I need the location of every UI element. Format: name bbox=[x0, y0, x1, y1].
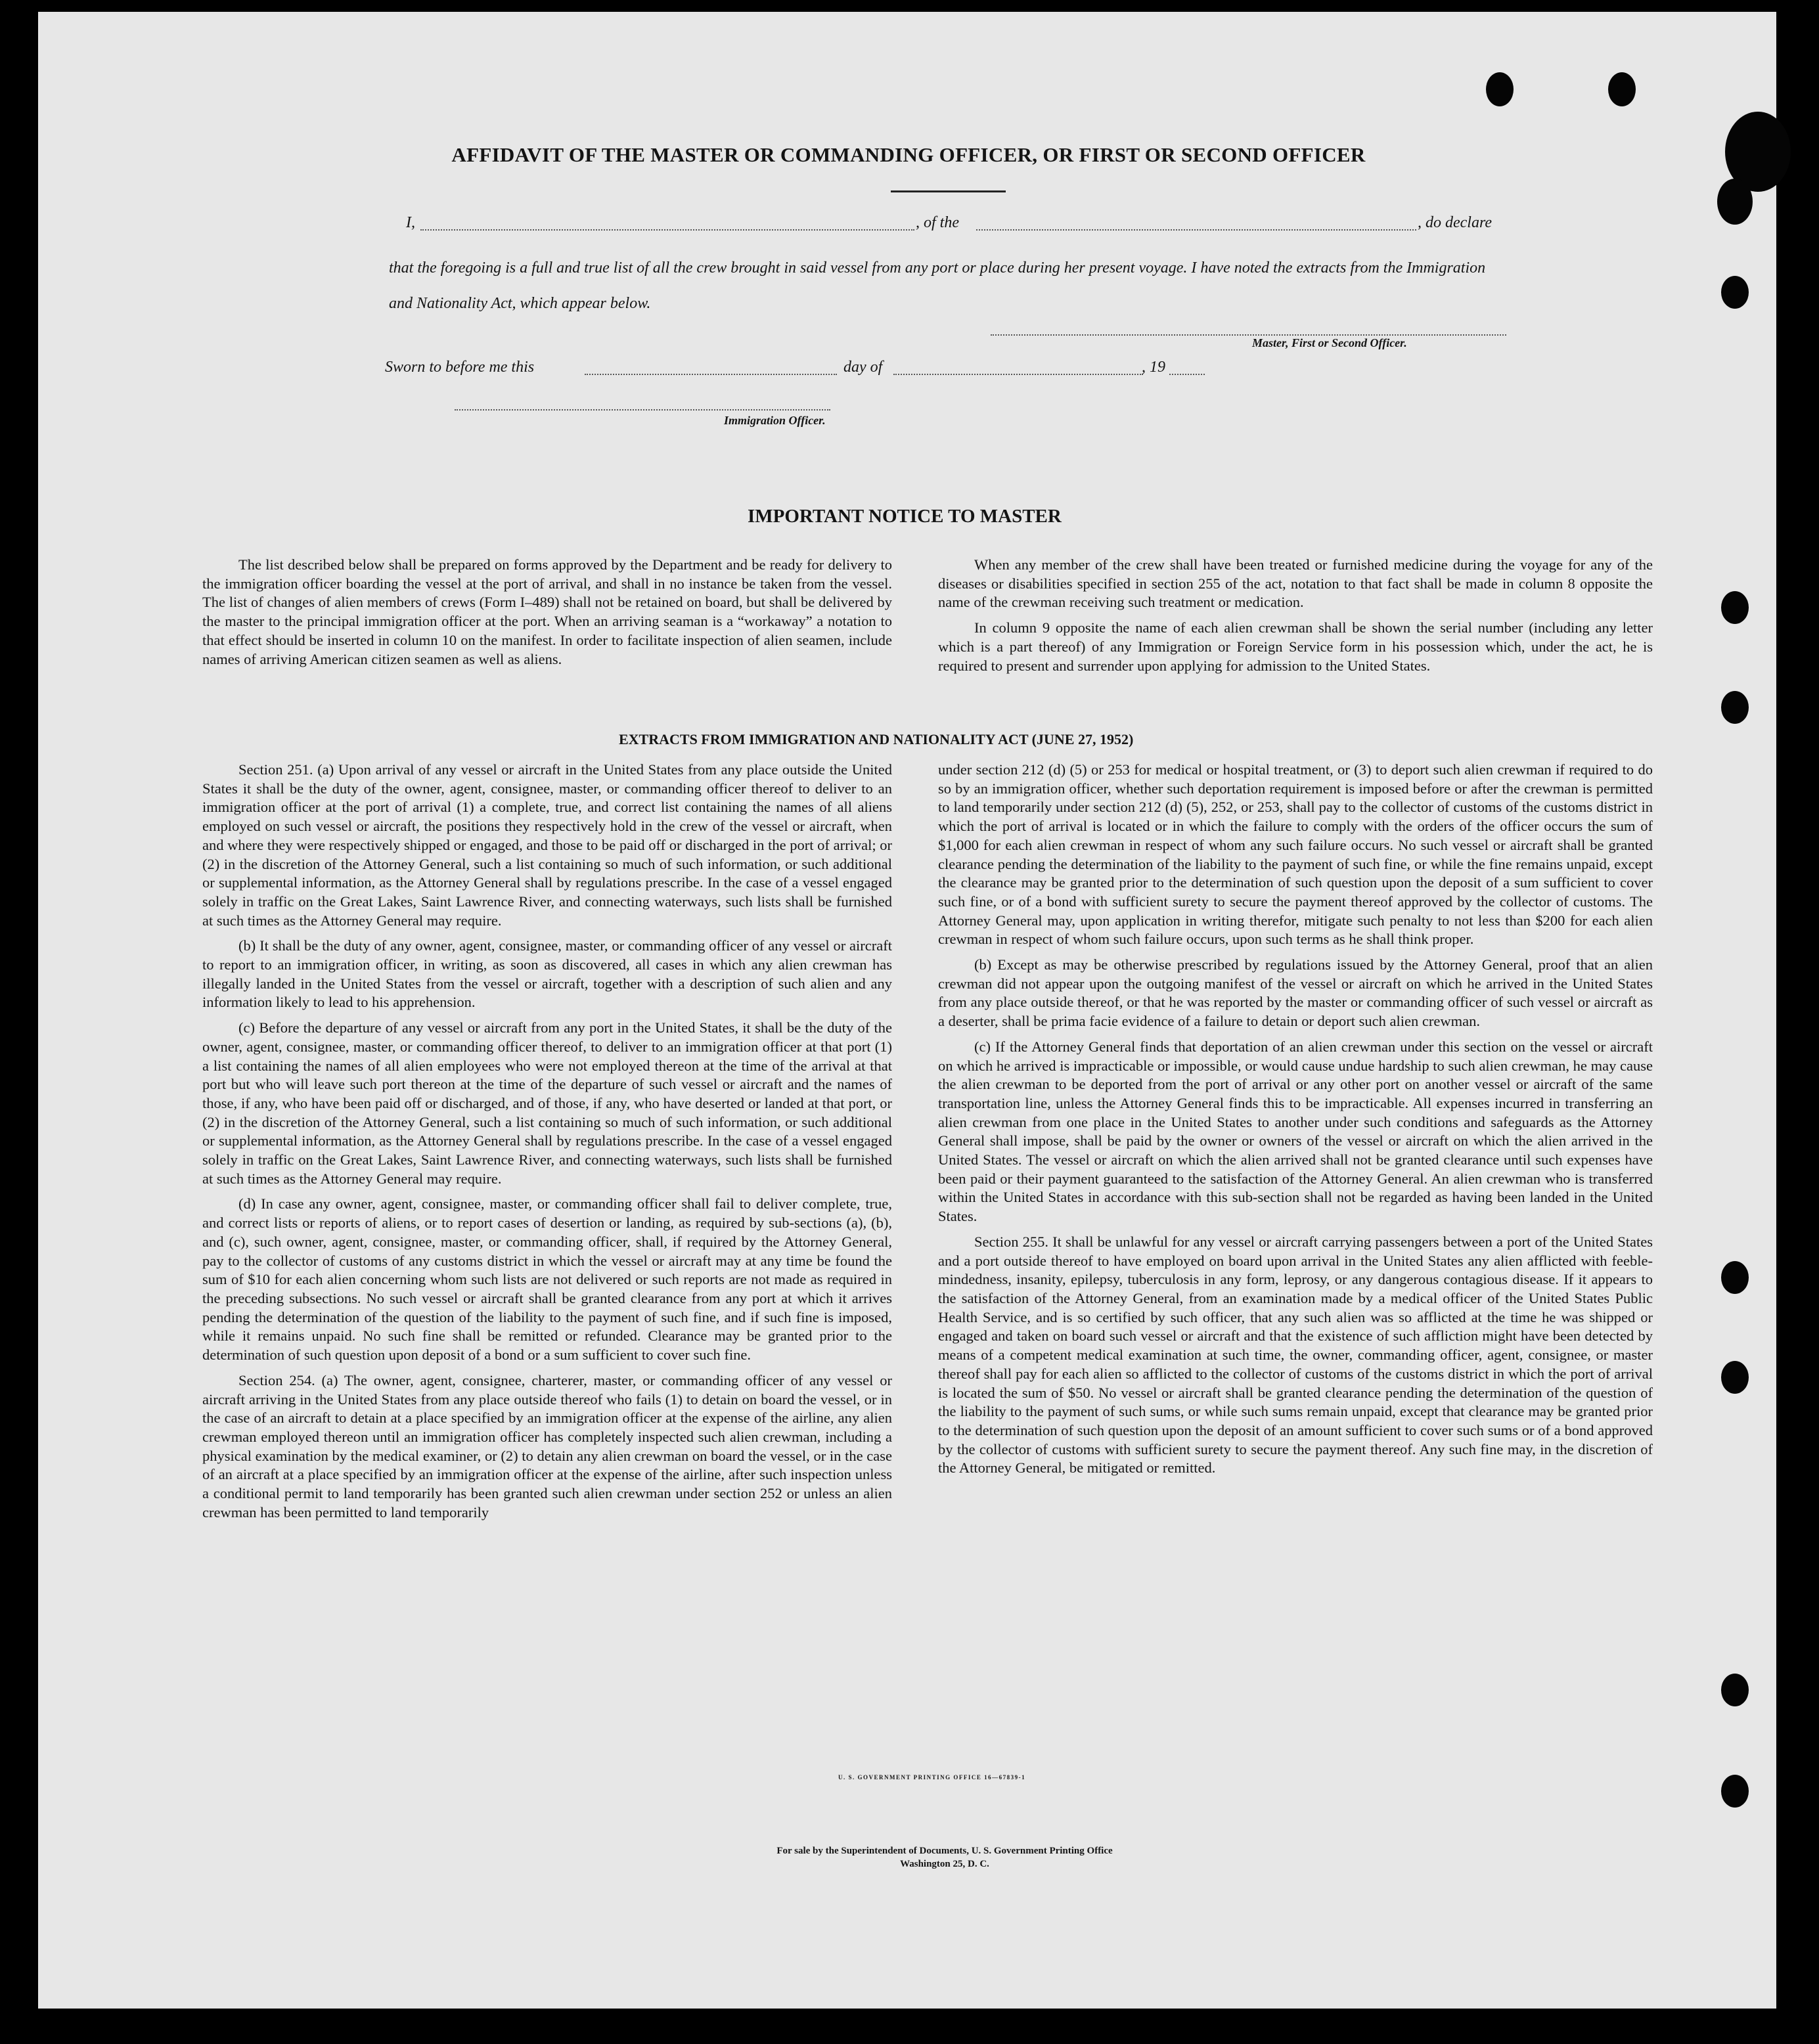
binder-hole bbox=[1721, 276, 1749, 309]
day-of-label: day of bbox=[843, 359, 883, 376]
binder-hole bbox=[1721, 1775, 1749, 1808]
declare-label: , do declare bbox=[1418, 214, 1493, 231]
notice-paragraph: In column 9 opposite the name of each alien crewman shall be shown the serial number (including any letter which is a part thereof) of any Immigration or Foreign Service form in his possession which, under the act, he is required to present and surrender upon applying for admission to the United States. bbox=[938, 619, 1653, 674]
sworn-year-field[interactable] bbox=[1169, 373, 1205, 375]
binder-hole bbox=[1721, 691, 1749, 724]
extracts-left-column bbox=[202, 761, 892, 1522]
binder-hole bbox=[1721, 1261, 1749, 1294]
binder-hole bbox=[1721, 1361, 1749, 1394]
act-section-paragraph: under section 212 (d) (5) or 253 for medical or hospital treatment, or (3) to deport such alien crewman if required to do so by an immigration officer, whether such deportation requirement is imposed before or after the crewman is permitted to land temporarily under section 212 (d) (5), 252, or 253, shall pay to the collector of customs of the customs district in which the port of arrival is located or in which the failure to comply with the orders of the officer occurs the sum of $1,000 for each alien crewman in respect of whom any such failure occurs. No such vessel or aircraft shall be granted clearance pending the determination of the liability to the payment of such fine, or while the fine remains unpaid, except the clearance may be granted prior to the determination of such question upon the deposit of a sum sufficient to cover such fine, or of a bond with sufficient surety to secure the payment thereof approved by the collector of customs. The Attorney General may, upon application in writing therefor, mitigate such penalty to not less than $200 for each alien crewman in respect of whom such failure occurs, upon such terms as he shall think proper. bbox=[938, 761, 1653, 948]
sale-line: For sale by the Superintendent of Documents, U. S. Government Printing Office bbox=[776, 1846, 1113, 1856]
affidavit-title: AFFIDAVIT OF THE MASTER OR COMMANDING OFFICER, OR FIRST OR SECOND OFFICER bbox=[451, 143, 1366, 166]
notice-title: IMPORTANT NOTICE TO MASTER bbox=[748, 506, 1062, 527]
notice-right-column bbox=[938, 556, 1653, 675]
binder-hole bbox=[1721, 1674, 1749, 1706]
sale-notice bbox=[629, 1844, 1260, 1871]
act-section-paragraph: Section 251. (a) Upon arrival of any vessel or aircraft in the United States from any place outside the United States it shall be the duty of the owner, agent, consignee, master, or commanding officer thereof to deliver to an immigration officer at the port of arrival (1) a complete, true, and correct list containing the names of all aliens employed on such vessel or aircraft, the positions they respectively hold in the crew of the vessel or aircraft, when and where they were respectively shipped or engaged, and those to be paid off or discharged in the port of arrival; or (2) in the discretion of the Attorney General, such a list containing so much of such information, or such additional or supplemental information, as the Attorney General shall by regulations prescribe. In the case of a vessel engaged solely in traffic on the Great Lakes, Saint Lawrence River, and connecting waterways, such lists shall be furnished at such times as the Attorney General may require. bbox=[202, 761, 892, 929]
act-section-paragraph: (b) Except as may be otherwise prescribed by regulations issued by the Attorney General, proof that an alien crewman did not appear upon the outgoing manifest of the vessel or aircraft on which he arrived in the United States from any place outside thereof, or that he was reported by the master or commanding officer of such vessel or aircraft as a deserter, shall be prima facie evidence of a failure to detain or deport such alien crewman. bbox=[938, 956, 1653, 1030]
binder-hole bbox=[1717, 179, 1753, 225]
binder-hole bbox=[1721, 591, 1749, 624]
notice-paragraph: The list described below shall be prepared on forms approved by the Department and be ready for delivery to the immigration officer boarding the vessel at the port of arrival, and shall in no instance be taken from the vessel. The list of changes of alien members of crews (Form I–489) shall not be retained on board, but shall be delivered by the master to the principal immigration officer at the port. When an arriving seaman is a “workaway” a notation to that effect should be inserted in column 10 on the manifest. In order to facilitate inspection of alien seamen, include names of arriving American citizen seamen as well as aliens. bbox=[202, 556, 892, 667]
extracts-title: EXTRACTS FROM IMMIGRATION AND NATIONALITY ACT (JUNE 27, 1952) bbox=[619, 731, 1134, 747]
immigration-officer-signature-field[interactable] bbox=[455, 409, 830, 411]
year-label: , 19 bbox=[1142, 359, 1165, 376]
declarant-name-field[interactable] bbox=[420, 229, 914, 231]
ink-blot bbox=[1608, 72, 1636, 106]
sworn-label: Sworn to before me this bbox=[385, 359, 535, 376]
sale-line: Washington 25, D. C. bbox=[900, 1859, 989, 1869]
sworn-day-field[interactable] bbox=[585, 373, 837, 375]
ink-blot bbox=[1486, 72, 1514, 106]
act-section-paragraph: (c) If the Attorney General finds that deportation of an alien crewman under this section on the vessel or aircraft on which he arrived is impracticable or impossible, or would cause undue hardship to such alien crewman, he may cause the alien crewman to be deported from the port of arrival or any other port on another vessel or aircraft of the same transportation line, unless the Attorney General finds this to be impracticable. All expenses incurred in transferring an alien crewman from one place in the United States to another under such conditions and safeguards as the Attorney General shall impose, shall be paid by the owner or owners of the vessel or aircraft on which the alien arrived in the United States. The vessel or aircraft on which the alien arrived shall not be granted clearance until such expenses have been paid or their payment guaranteed to the satisfaction of the Attorney General. An alien crewman who is transferred within the United States in accordance with this sub-section shall not be regarded as having been landed in the United States. bbox=[938, 1038, 1653, 1225]
form-sheet bbox=[38, 12, 1776, 2009]
gpo-code: U. S. GOVERNMENT PRINTING OFFICE 16—67839-1 bbox=[838, 1774, 1026, 1781]
master-signature-field[interactable] bbox=[991, 334, 1506, 336]
title-divider bbox=[891, 190, 1006, 192]
act-section-paragraph: Section 254. (a) The owner, agent, consignee, charterer, master, or commanding officer of any vessel or aircraft arriving in the United States from any place outside thereof who fails (1) to detain on board the vessel, or in the case of an aircraft to detain at a place specified by an immigration officer at the expense of the airline, any alien crewman employed thereon until an immigration officer has completely inspected such alien crewman, including a physical examination by the medical examiner, or (2) to detain any alien crewman on board the vessel, or in the case of an aircraft at a place specified by an immigration officer at the expense of the airline, after such inspection unless a conditional permit to land temporarily has been granted such alien crewman under section 252 or unless an alien crewman has been permitted to land temporarily bbox=[202, 1371, 892, 1521]
act-section-paragraph: (b) It shall be the duty of any owner, agent, consignee, master, or commanding officer of any vessel or aircraft to report to an immigration officer, in writing, as soon as discovered, all cases in which any alien crewman has illegally landed in the United States from the vessel or aircraft, together with a description of such alien and any information likely to lead to his apprehension. bbox=[202, 937, 892, 1011]
sworn-month-field[interactable] bbox=[893, 373, 1143, 375]
declaration-text: that the foregoing is a full and true list of all the crew brought in said vessel from any port or place during her present voyage. I have noted the extracts from the Immigration and Nationality Act, which appear below. bbox=[389, 259, 1486, 312]
vessel-name-field[interactable] bbox=[976, 229, 1416, 231]
act-section-paragraph: Section 255. It shall be unlawful for any vessel or aircraft carrying passengers between a port of the United States and a port outside thereof to have employed on board upon arrival in the United States any alien afflicted with feeble-mindedness, insanity, epilepsy, tuberculosis in any form, leprosy, or any dangerous contagious disease. If it appears to the satisfaction of the Attorney General, from an examination made by a medical officer of the United States Public Health Service, and is so certified by such officer, that any such alien was so afflicted at the time he was shipped or engaged and taken on board such vessel or aircraft and that the existence of such affliction might have been detected by means of a competent medical examination at such time, the owner, commanding officer, agent, consignee, or master thereof shall pay for each alien so afflicted to the collector of customs of the customs district in which the port of arrival is located the sum of $50. No vessel or aircraft shall be granted clearance pending the determination of the question of the liability to the payment of such sums, or while such sums remain unpaid, except that clearance may be granted prior to the determination of such question upon the deposit of an amount sufficient to cover such sums or of a bond approved by the collector of customs with sufficient surety to secure the payment thereof. Any such fine may, in the discretion of the Attorney General, be mitigated or remitted. bbox=[938, 1233, 1653, 1477]
master-signature-label: Master, First or Second Officer. bbox=[1252, 336, 1407, 349]
extracts-right-column bbox=[938, 761, 1653, 1478]
notice-paragraph: When any member of the crew shall have been treated or furnished medicine during the voyage for any of the diseases or disabilities specified in section 255 of the act, notation to that fact shall be made in column 8 opposite the name of the crewman receiving such treatment or medication. bbox=[938, 556, 1653, 611]
act-section-paragraph: (c) Before the departure of any vessel or aircraft from any port in the United States, it shall be the duty of the owner, agent, consignee, master, or commanding officer thereof, to deliver to an immigration officer at that port (1) a list containing the names of all alien employees who were not employed thereon at the time of the arrival at that port but who will leave such port thereon at the time of the departure of such vessel or aircraft and the names of those, if any, who have been paid off or discharged, and of those, if any, who have deserted or landed at that port, or (2) in the discretion of the Attorney General, such a list containing so much of such information, or such additional or supplemental information, as the Attorney General shall by regulations prescribe. In the case of a vessel engaged solely in traffic on the Great Lakes, Saint Lawrence River, and connecting waterways, such lists shall be furnished at such times as the Attorney General may require. bbox=[202, 1019, 892, 1187]
vessel-label: , of the bbox=[916, 214, 959, 231]
declarant-label: I, bbox=[406, 214, 415, 231]
act-section-paragraph: (d) In case any owner, agent, consignee, master, or commanding officer shall fail to deliver complete, true, and correct lists or reports of aliens, or to report cases of desertion or landing, as required by sub-sections (a), (b), and (c), such owner, agent, consignee, master, or commanding officer, shall, if required by the Attorney General, pay to the collector of customs of any customs district in which the vessel or aircraft may at any time be found the sum of $10 for each alien concerning whom such lists are not delivered or such reports are not made as required in the preceding subsections. No such vessel or aircraft shall be granted clearance from any port at which it arrives pending the determination of the question of the liability to the payment of such fine, and if such fine is imposed, while it remains unpaid. No such fine shall be remitted or refunded. Clearance may be granted prior to the determination of such question upon deposit of a bond or a sum sufficient to cover such fine. bbox=[202, 1195, 892, 1364]
notice-left-column bbox=[202, 556, 892, 669]
immigration-officer-label: Immigration Officer. bbox=[724, 414, 826, 427]
